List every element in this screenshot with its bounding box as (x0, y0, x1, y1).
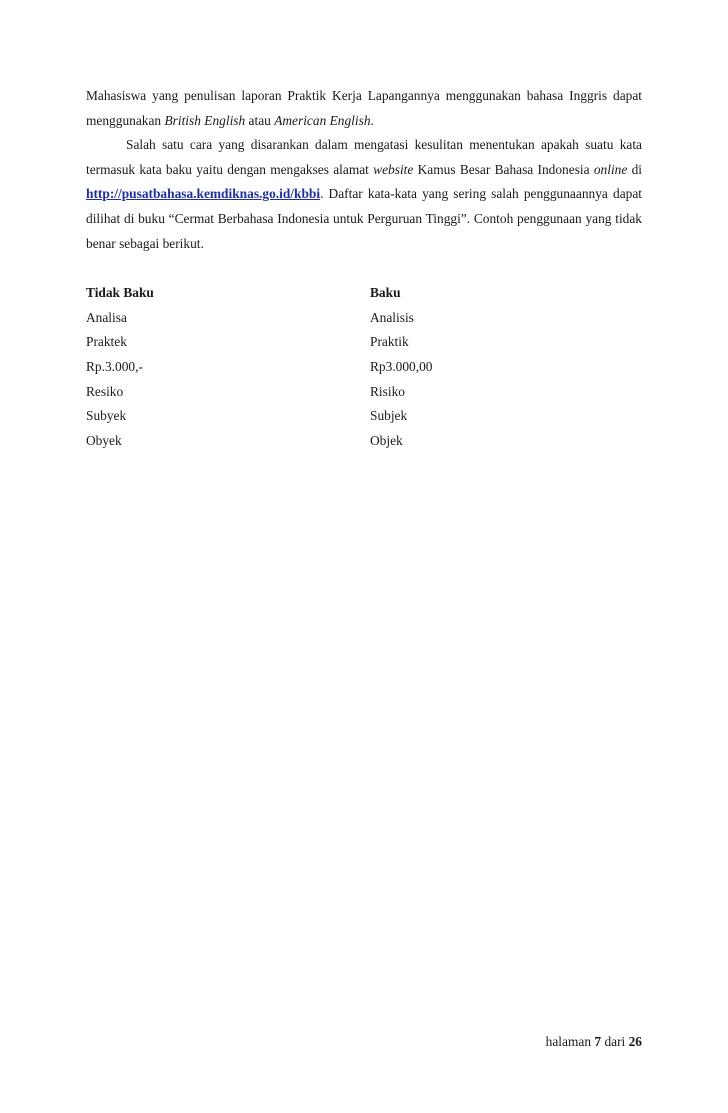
word-comparison-table (86, 281, 642, 453)
table-row (86, 380, 642, 405)
footer-prefix: halaman (545, 1034, 595, 1049)
paragraph-text: . (370, 112, 374, 128)
cell-nonstandard: Praktek (86, 334, 127, 350)
paragraph-text: Mahasiswa yang penulisan laporan Praktik Kerja Lapangannya menggunakan bahasa Inggris dapat menggunakan (86, 88, 642, 128)
table-row (86, 330, 642, 355)
header-standard: Baku (370, 285, 401, 301)
table-row (86, 429, 642, 454)
table-row (86, 355, 642, 380)
cell-standard: Subjek (370, 408, 408, 424)
term-british-english: British English (164, 112, 246, 128)
term-online: online (593, 161, 628, 177)
cell-nonstandard: Resiko (86, 383, 124, 399)
cell-standard: Rp3.000,00 (370, 358, 433, 374)
cell-nonstandard: Analisa (86, 309, 127, 325)
paragraph-text: di (627, 161, 643, 177)
paragraph-text: atau (245, 112, 275, 128)
document-body (86, 84, 642, 453)
table-row (86, 404, 642, 429)
table-row (86, 306, 642, 331)
cell-nonstandard: Rp.3.000,- (86, 358, 143, 374)
table-header-row (86, 281, 642, 306)
cell-nonstandard: Subyek (86, 408, 127, 424)
page-number-footer (546, 1034, 642, 1050)
paragraph-text: . Daftar kata-kata yang sering salah penggunaannya dapat dilihat di buku “Cermat Berbahasa Indonesia untuk Perguruan Tinggi”. Contoh penggunaan yang tidak benar sebagai berikut. (86, 186, 642, 251)
cell-standard: Risiko (370, 383, 405, 399)
paragraph-text: Kamus Besar Bahasa Indonesia (413, 161, 594, 177)
paragraph-standard-words (86, 133, 642, 256)
paragraph-english-usage (86, 84, 642, 133)
cell-standard: Objek (370, 432, 403, 448)
total-page-number: 26 (628, 1034, 642, 1049)
cell-nonstandard: Obyek (86, 432, 122, 448)
current-page-number: 7 (594, 1034, 602, 1049)
kbbi-link[interactable]: http://pusatbahasa.kemdiknas.go.id/kbbi (86, 186, 321, 202)
cell-standard: Praktik (370, 334, 409, 350)
footer-middle: dari (601, 1034, 629, 1049)
term-american-english: American English (274, 112, 371, 128)
paragraph-text: Salah satu cara yang disarankan dalam mengatasi kesulitan menentukan apakah suatu kata termasuk kata baku yaitu dengan mengakses alamat (86, 137, 642, 177)
cell-standard: Analisis (370, 309, 414, 325)
header-nonstandard: Tidak Baku (86, 285, 154, 301)
term-website: website (373, 161, 414, 177)
